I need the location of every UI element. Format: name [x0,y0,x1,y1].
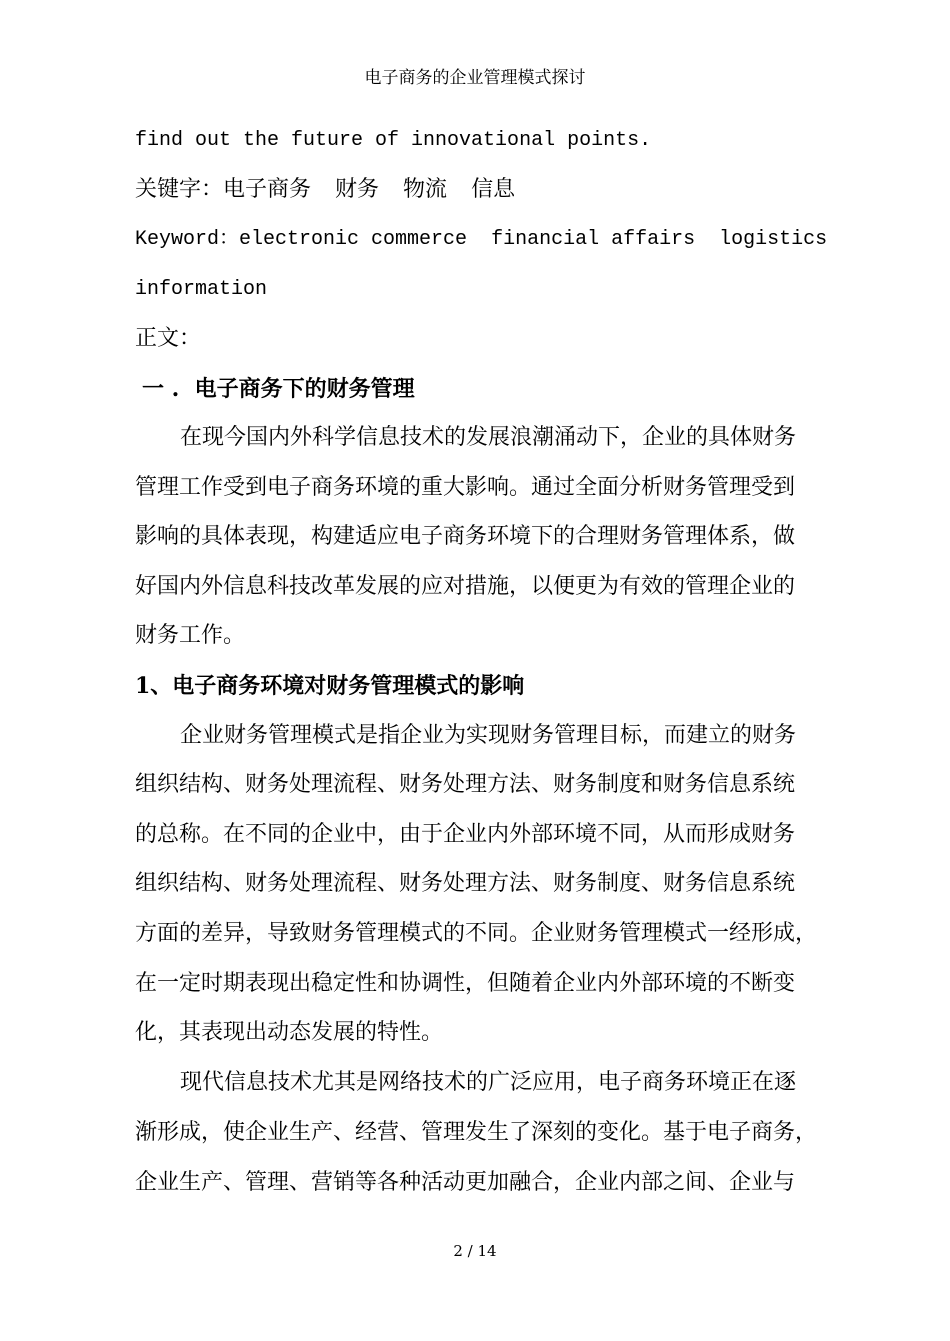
subsection-1-heading: 1、电子商务环境对财务管理模式的影响 [135,673,525,699]
paragraph-line: 现代信息技术尤其是网络技术的广泛应用，电子商务环境正在逐 [180,1070,797,1095]
paragraph-line: 管理工作受到电子商务环境的重大影响。通过全面分析财务管理受到 [135,475,796,500]
paragraph-line: 财务工作。 [135,623,246,648]
keyword-cn-term: 物流 [403,177,448,202]
paragraph-line: 好国内外信息科技改革发展的应对措施，以便更为有效的管理企业的 [135,574,796,599]
paragraph-line: 组织结构、财务处理流程、财务处理方法、财务制度和财务信息系统 [135,772,796,797]
paragraph-line: 在一定时期表现出稳定性和协调性，但随着企业内外部环境的不断变 [135,971,796,996]
paragraph-line: 方面的差异，导致财务管理模式的不同。企业财务管理模式一经形成， [135,921,818,946]
body-label: 正文： [135,326,202,351]
keyword-en-term: financial affairs [491,228,696,251]
paragraph-line: 化，其表现出动态发展的特性。 [135,1020,444,1045]
keyword-cn-term: 电子商务 [223,177,312,202]
section-1-heading: 一 . 电子商务下的财务管理 [142,376,415,402]
paragraph-line: 企业生产、管理、营销等各种活动更加融合，企业内部之间、企业与 [135,1170,796,1195]
keywords-en-line [135,226,827,254]
keyword-cn-term: 信息 [471,177,516,202]
page-header-title: 电子商务的企业管理模式探讨 [364,68,586,88]
keyword-cn-term: 财务 [335,177,380,202]
paragraph-line: 渐形成，使企业生产、经营、管理发生了深刻的变化。基于电子商务， [135,1120,818,1145]
paragraph-line: 企业财务管理模式是指企业为实现财务管理目标，而建立的财务 [180,723,797,748]
keywords-cn-label: 关键字： [135,177,224,202]
keyword-en-term: logistics [719,228,828,251]
page-number: 2 / 14 [453,1242,497,1260]
paragraph-line: 的总称。在不同的企业中，由于企业内外部环境不同，从而形成财务 [135,822,796,847]
abstract-tail-line: find out the future of innovational points. [135,129,652,152]
paragraph-line: 在现今国内外科学信息技术的发展浪潮涌动下，企业的具体财务 [180,425,797,450]
keywords-cn-line [135,175,515,205]
keywords-en-label: Keyword： [135,228,240,251]
paragraph-line: 影响的具体表现，构建适应电子商务环境下的合理财务管理体系，做 [135,524,796,549]
paragraph-line: 组织结构、财务处理流程、财务处理方法、财务制度、财务信息系统 [135,871,796,896]
keyword-en-term: electronic commerce [239,228,468,251]
keyword-en-term: information [135,278,268,301]
